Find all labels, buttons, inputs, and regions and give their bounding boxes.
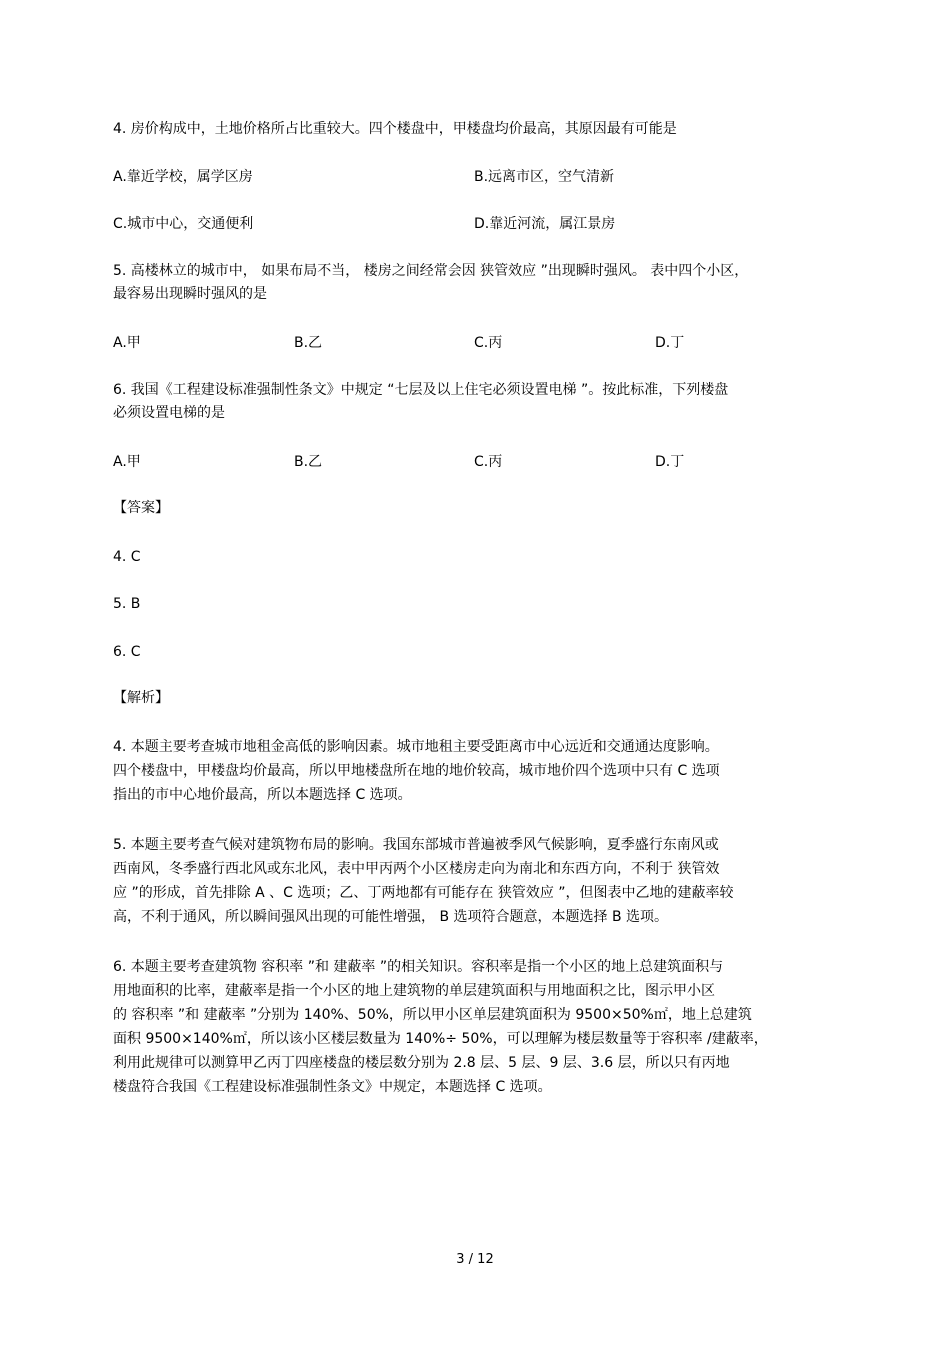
question-6-option-b: B.乙: [294, 454, 323, 470]
page-number: 3 / 12: [456, 1252, 494, 1267]
analysis-6-line: 楼盘符合我国《工程建设标准强制性条文》中规定，本题选择 C 选项。: [113, 1079, 552, 1095]
question-4-stem: 4. 房价构成中，土地价格所占比重较大。四个楼盘中，甲楼盘均价最高，其原因最有可能是: [113, 121, 677, 137]
question-6-option-c: C.丙: [474, 454, 503, 470]
question-4-option-b: B.远离市区，空气清新: [474, 169, 615, 185]
analysis-6-line: 利用此规律可以测算甲乙丙丁四座楼盘的楼层数分别为 2.8 层、5 层、9 层、3.6 层，所以只有丙地: [113, 1055, 730, 1071]
analysis-4-line: 4. 本题主要考查城市地租金高低的影响因素。城市地租主要受距离市中心远近和交通通达度影响。: [113, 739, 719, 755]
question-6-option-a: A.甲: [113, 454, 141, 470]
question-4-option-c: C.城市中心，交通便利: [113, 216, 254, 232]
analysis-4-line: 四个楼盘中，甲楼盘均价最高，所以甲地楼盘所在地的地价较高，城市地价四个选项中只有 C 选项: [113, 763, 720, 779]
analysis-5-line: 高，不利于通风，所以瞬间强风出现的可能性增强， B 选项符合题意，本题选择 B 选项。: [113, 909, 669, 925]
analysis-5: [113, 833, 838, 929]
analysis-4: [113, 735, 838, 807]
question-4-option-a: A.靠近学校，属学区房: [113, 169, 253, 185]
question-5-option-a: A.甲: [113, 335, 141, 351]
answer-4: 4. C: [113, 549, 141, 565]
question-5-option-b: B.乙: [294, 335, 323, 351]
analysis-5-line: 5. 本题主要考查气候对建筑物布局的影响。我国东部城市普遍被季风气候影响，夏季盛行东南风或: [113, 837, 719, 853]
analysis-6-line: 面积 9500×140%㎡，所以该小区楼层数量为 140%÷ 50%，可以理解为楼层数量等于容积率 /建蔽率，: [113, 1031, 768, 1047]
question-5-option-d: D.丁: [655, 335, 685, 351]
analysis-6: [113, 955, 838, 1099]
answer-6: 6. C: [113, 644, 141, 660]
question-5-stem-line-1: 5. 高楼林立的城市中， 如果布局不当， 楼房之间经常会因 狭管效应 ”出现瞬时强风。 表中四个小区，: [113, 263, 749, 279]
analysis-6-line: 6. 本题主要考查建筑物 容积率 ”和 建蔽率 ”的相关知识。容积率是指一个小区的地上总建筑面积与: [113, 959, 724, 975]
answer-5: 5. B: [113, 596, 141, 612]
question-6-stem-line-1: 6. 我国《工程建设标准强制性条文》中规定 “七层及以上住宅必须设置电梯 ”。按此标准，下列楼盘: [113, 382, 729, 398]
question-5-stem-line-2: 最容易出现瞬时强风的是: [113, 286, 267, 302]
question-6-stem-line-2: 必须设置电梯的是: [113, 405, 225, 421]
analysis-5-line: 应 ”的形成，首先排除 A 、C 选项；乙、丁两地都有可能存在 狭管效应 ”，但图表中乙地的建蔽率较: [113, 885, 734, 901]
analysis-6-line: 用地面积的比率，建蔽率是指一个小区的地上建筑物的单层建筑面积与用地面积之比，图示甲小区: [113, 983, 715, 999]
analysis-6-line: 的 容积率 ”和 建蔽率 ”分别为 140%、50%，所以甲小区单层建筑面积为 9500×50%㎡，地上总建筑: [113, 1007, 752, 1023]
question-4-option-d: D.靠近河流，属江景房: [474, 216, 616, 232]
analysis-4-line: 指出的市中心地价最高，所以本题选择 C 选项。: [113, 787, 412, 803]
analysis-5-line: 西南风，冬季盛行西北风或东北风，表中甲丙两个小区楼房走向为南北和东西方向，不利于 狭管效: [113, 861, 720, 877]
question-6-option-d: D.丁: [655, 454, 685, 470]
answer-heading: 【答案】: [113, 500, 169, 516]
question-5-option-c: C.丙: [474, 335, 503, 351]
analysis-heading: 【解析】: [113, 690, 169, 706]
